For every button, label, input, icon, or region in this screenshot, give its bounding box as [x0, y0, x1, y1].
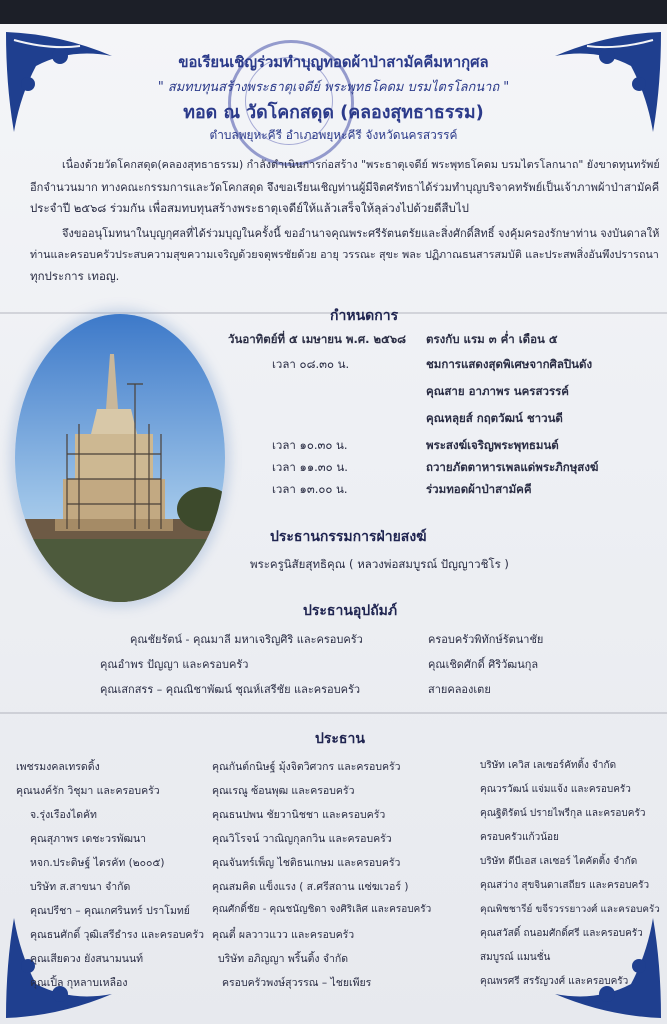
- schedule-time: เวลา ๐๘.๓๐ น.: [272, 357, 350, 371]
- schedule-time: เวลา ๑๐.๓๐ น.: [272, 438, 348, 452]
- patron-name: คุณอำพร ปัญญา และครอบครัว: [100, 658, 249, 671]
- chairs-heading: ประธาน: [315, 731, 365, 747]
- intro-line: อีกจำนวนมาก ทางคณะกรรมการและวัดโคกสดุด จึงขอเรียนเชิญท่านผู้มีจิตศรัทธาได้ร่วมทำบุญบริจาคทรัพย์เป็นเจ้าภาพผ้าป่าสามัคคี: [30, 181, 660, 194]
- chair-name: ครอบครัวพงษ์สุวรรณ – ไชยเพียร: [222, 977, 372, 989]
- chair-name: คุณเสียดวง ยังสนามนนท์: [30, 953, 144, 965]
- schedule-event: พระสงฆ์เจริญพระพุทธมนต์: [426, 438, 559, 452]
- chair-name: คุณธนศักดิ์ วุฒิเสรีธำรง และครอบครัว: [30, 929, 204, 941]
- patrons-heading: ประธานอุปถัมภ์: [303, 603, 398, 619]
- chair-name: คุณเรณู ซ้อนพุฒ และครอบครัว: [212, 785, 355, 797]
- chair-name: คุณสวัสดิ์ ถนอมศักดิ์ศรี และครอบครัว: [480, 928, 643, 939]
- chair-name: คุณปรีชา – คุณเกศรินทร์ ปราโมทย์: [30, 905, 190, 917]
- pagoda-under-construction-photo: [15, 314, 225, 602]
- schedule-event: ถวายภัตตาหารเพลแด่พระภิกษุสงฆ์: [426, 460, 599, 474]
- temple-address: ตำบลพยุหะคีรี อำเภอพยุหะคีรี จังหวัดนครสวรรค์: [209, 128, 458, 142]
- intro-line: ประจำปี ๒๕๖๘ ร่วมกัน เพื่อสมทบทุนสร้างพระธาตุเจดีย์ให้แล้วเสร็จให้ลุล่วงไปด้วยดีสืบไป: [30, 201, 469, 215]
- chair-name: หจก.ประดิษฐ์ ไดรคัท (๒๐๐๕): [30, 857, 165, 869]
- fold-line: [0, 712, 667, 714]
- patron-name: ครอบครัวพิทักษ์รัตนาชัย: [428, 633, 544, 646]
- lunar-date: ตรงกับ แรม ๓ ค่ำ เดือน ๕: [426, 332, 558, 346]
- chair-name: คุณธนปพน ชัยวานิชชา และครอบครัว: [212, 809, 386, 821]
- chair-name: เพชรมงคลเทรดดิ้ง: [16, 761, 100, 773]
- chair-name: ครอบครัวแก้วน้อย: [480, 832, 559, 843]
- intro-line: ทุกประการ เทอญ.: [30, 269, 120, 283]
- chair-name: คุณนงค์รัก วิชุมา และครอบครัว: [16, 785, 160, 797]
- chair-name: คุณตี๋ ผลวาวแวว และครอบครัว: [212, 929, 355, 941]
- dark-top-strip: [0, 0, 667, 26]
- chair-name: บริษัท อภิญญา พริ้นติ้ง จำกัด: [218, 953, 349, 965]
- chair-name: จ.รุ่งเรืองไดคัท: [30, 809, 97, 821]
- chair-name: คุณเปิ้ล กุหลาบเหลือง: [30, 977, 128, 989]
- chair-name: คุณจันทร์เพ็ญ ไชติธนเกษม และครอบครัว: [212, 857, 401, 869]
- chair-name: คุณวิโรจน์ วาณิญกุลกวิน และครอบครัว: [212, 833, 392, 845]
- chair-name: คุณสุภาพร เดชะวรพัฒนา: [30, 833, 147, 845]
- chair-name: บริษัท ดีบีเอส เลเซอร์ ไดคัตติ้ง จำกัด: [480, 856, 638, 867]
- schedule-event: ชมการแสดงสุดพิเศษจากศิลปินดัง: [426, 357, 593, 371]
- project-subtitle: " สมทบทุนสร้างพระธาตุเจดีย์ พระพุทธโคดม บรมไตรโลกนาถ ": [157, 80, 510, 95]
- schedule-event: คุณสาย อาภาพร นครสวรรค์: [426, 384, 569, 398]
- chair-name: คุณสว่าง สุขจินดาเสถียร และครอบครัว: [480, 880, 650, 891]
- schedule-event: คุณหลุยส์ กฤตวัฒน์ ชาวนดี: [426, 411, 563, 425]
- patron-name: คุณเสกสรร – คุณณิชาพัฒน์ ชุณห์เสรีชัย และครอบครัว: [100, 683, 361, 696]
- invitation-title: ขอเรียนเชิญร่วมทำบุญทอดผ้าป่าสามัคคีมหากุศล: [178, 54, 489, 71]
- chair-name: คุณวรวัฒน์ แจ่มแจ้ง และครอบครัว: [480, 784, 631, 795]
- schedule-time: เวลา ๑๓.๐๐ น.: [272, 482, 348, 496]
- chair-name: สมบูรณ์ แมนชั่น: [480, 952, 551, 963]
- intro-line: ท่านและครอบครัวประสบความสุขความเจริญด้วยจตุพรชัยด้วย อายุ วรรณะ สุขะ พละ ปฏิภาณธนสารสมบัติ และประสพสิ่งอันพึงปรารถนา: [30, 248, 659, 261]
- chair-name: คุณศักดิ์ชัย - คุณชนัญชิดา จงศิริเลิศ และครอบครัว: [212, 904, 432, 915]
- chair-name: คุณสมคิด แข็งแรง ( ส.ศรีสถาน แซ่ฆเวอร์ ): [212, 881, 409, 893]
- chair-name: คุณพิชชารีย์ ขจีรวรรยาวงศ์ และครอบครัว: [480, 904, 660, 915]
- schedule-event: ร่วมทอดผ้าป่าสามัคคี: [426, 482, 532, 496]
- event-date: วันอาทิตย์ที่ ๕ เมษายน พ.ศ. ๒๕๖๘: [228, 332, 406, 346]
- monk-chair-heading: ประธานกรรมการฝ่ายสงฆ์: [270, 529, 427, 545]
- chair-name: บริษัท ส.สาขนา จำกัด: [30, 881, 131, 893]
- chair-name: คุณพรศรี สรรัญวงศ์ และครอบครัว: [480, 976, 629, 987]
- chair-name: คุณกันต์กนิษฐ์ มุ้งจิตวิศวกร และครอบครัว: [212, 761, 401, 773]
- patron-name: คุณเชิดศักดิ์ ศิริวัฒนกุล: [428, 658, 539, 671]
- chair-name: คุณฐิติรัตน์ ปรายไพรีกุล และครอบครัว: [480, 808, 646, 819]
- patron-name: คุณชัยรัตน์ - คุณมาลี มหาเจริญศิริ และครอบครัว: [130, 633, 363, 646]
- monk-chair-name: พระครูนิสัยสุทธิคุณ ( หลวงพ่อสมบูรณ์ ปัญญาวชิโร ): [250, 557, 509, 571]
- schedule-heading: กำหนดการ: [330, 308, 399, 324]
- temple-name: ทอด ณ วัดโคกสดุด (คลองสุทธาธรรม): [183, 102, 484, 123]
- chair-name: บริษัท เควิส เลเซอร์คัทติ้ง จำกัด: [480, 760, 617, 771]
- patron-name: สายคลองเตย: [428, 683, 491, 696]
- intro-line: จึงขออนุโมทนาในบุญกุศลที่ได้ร่วมบุญในครั้งนี้ ขออำนาจคุณพระศรีรัตนตรัยและสิ่งศักดิ์สิทธิ์ จงคุ้มครองรักษาท่าน จงบันดาลให้: [62, 227, 660, 240]
- pagoda-photo-icon: [15, 314, 225, 602]
- schedule-time: เวลา ๑๑.๓๐ น.: [272, 460, 348, 474]
- intro-line: เนื่องด้วยวัดโคกสดุด(คลองสุทธาธรรม) กำลังดำเนินการก่อสร้าง "พระธาตุเจดีย์ พระพุทธโคดม บรมไตรโลกนาถ" ยังขาดทุนทรัพย์: [62, 158, 660, 171]
